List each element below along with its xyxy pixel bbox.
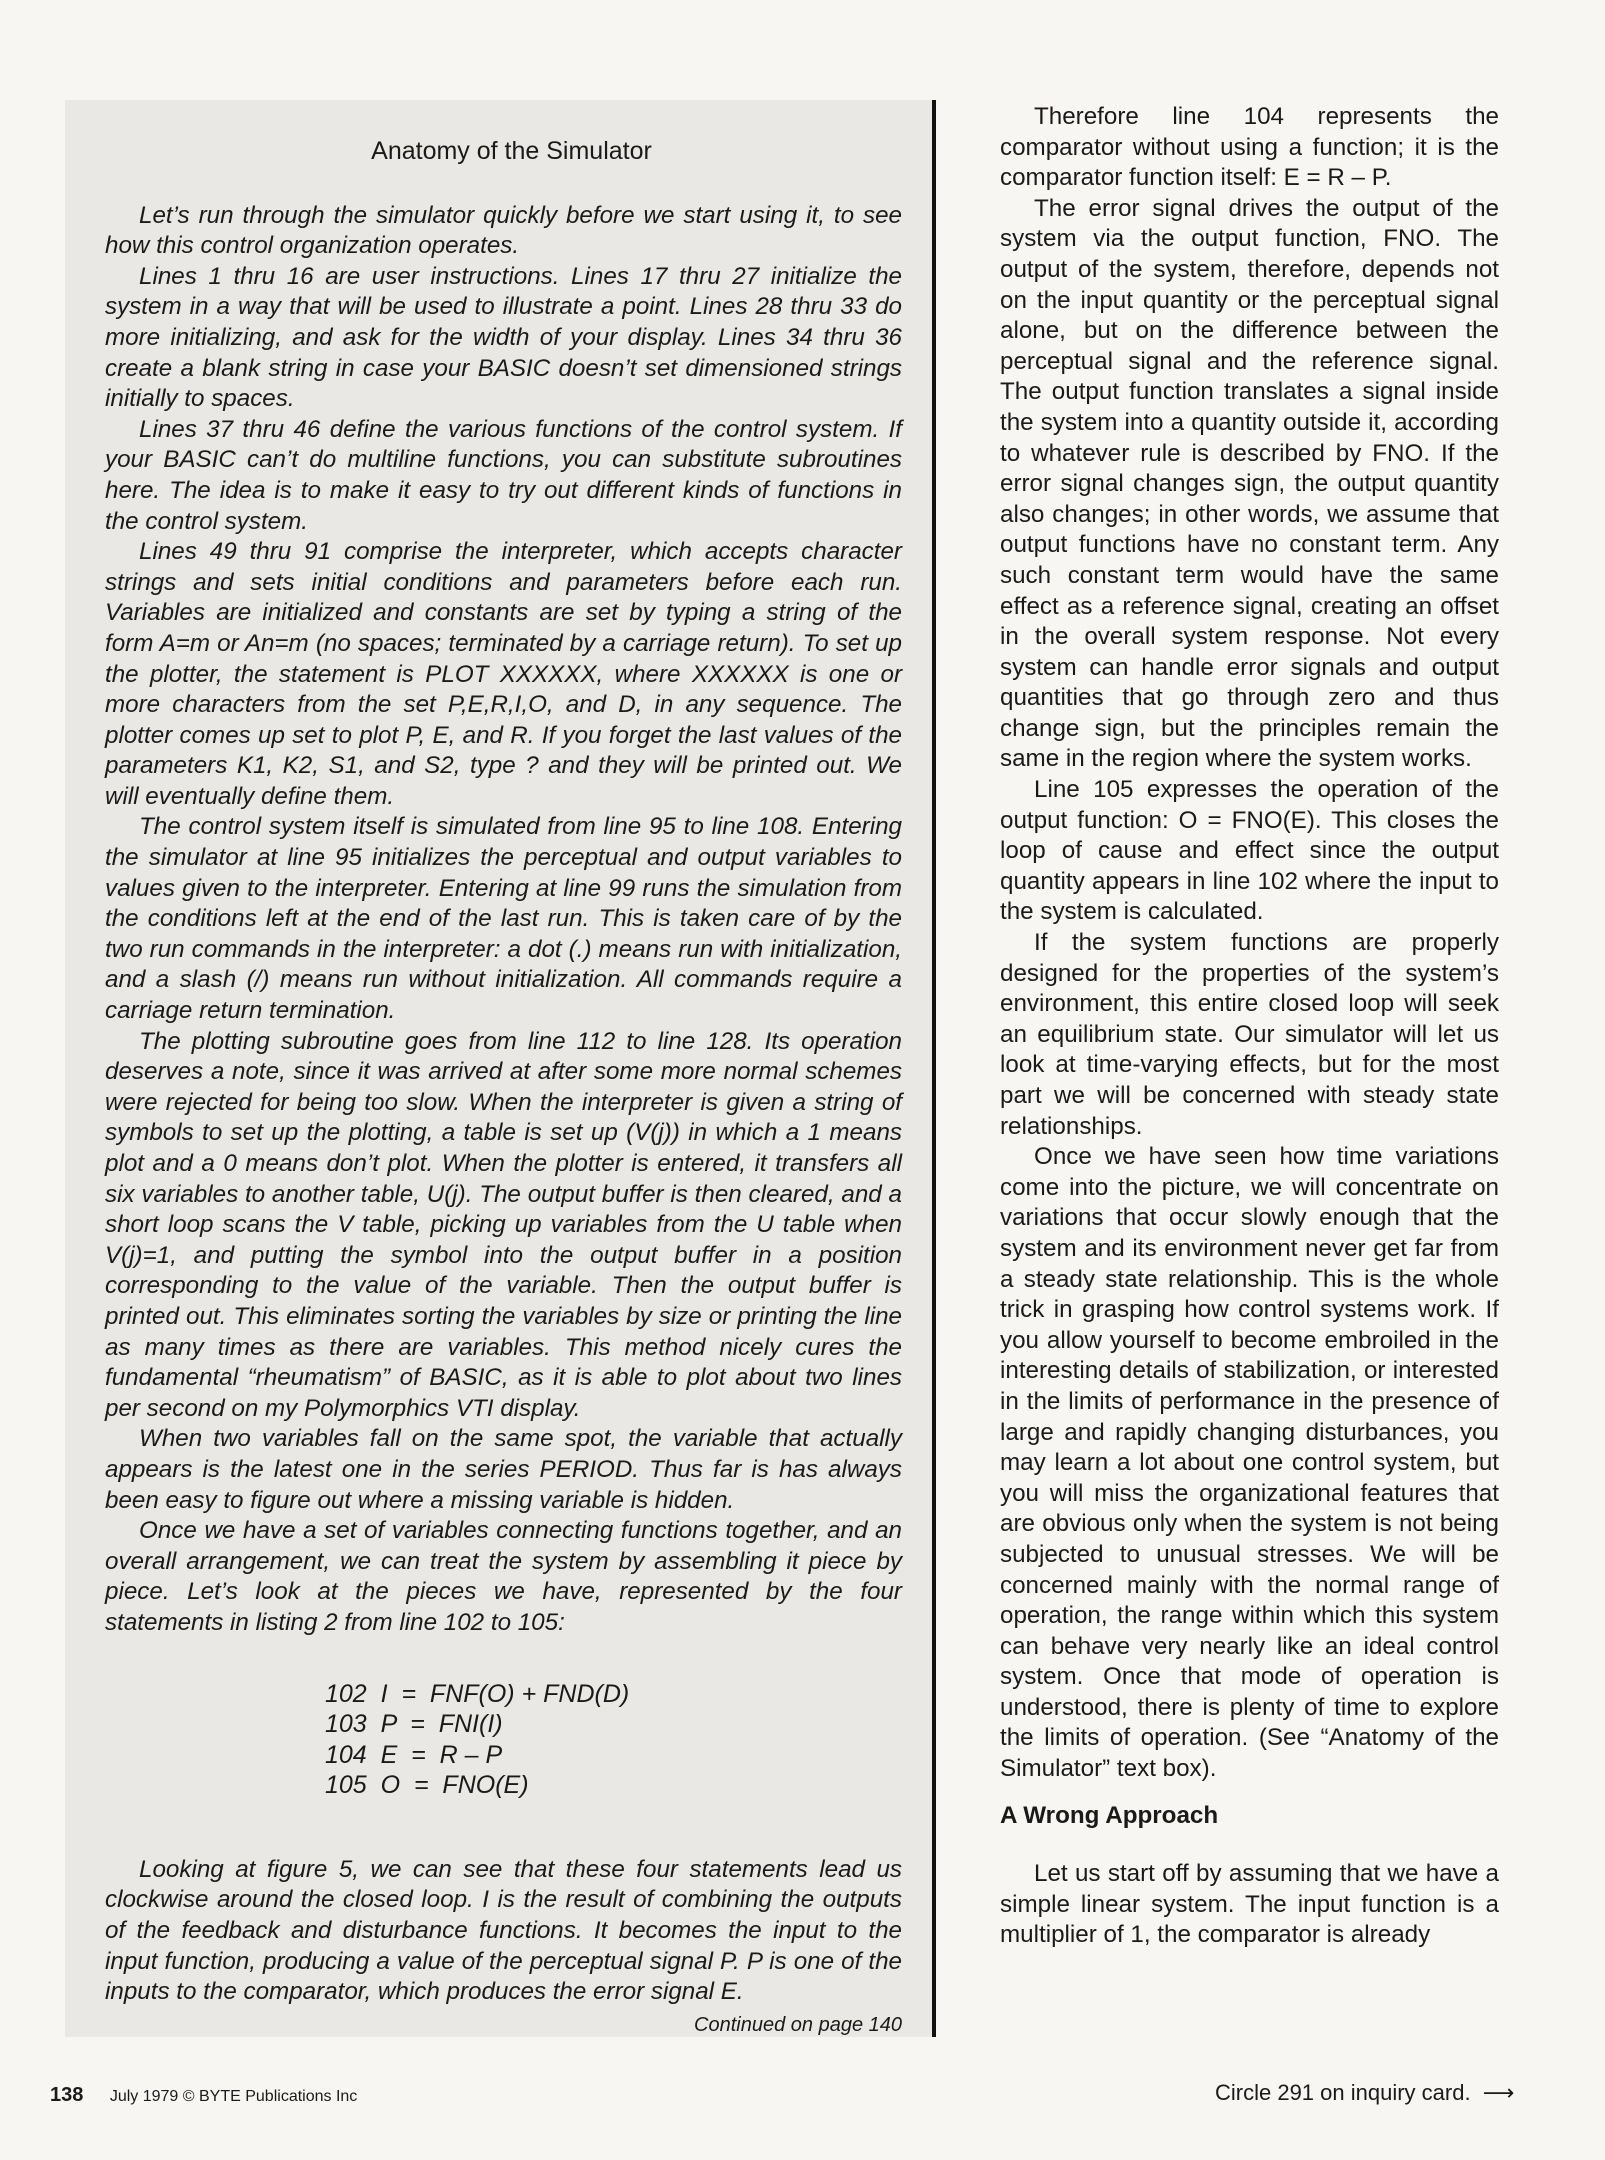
sidebar-paragraph: When two variables fall on the same spot, the variable that actually appears is the latest one in the series PERIOD. Thus far is has always been easy to figure out where a missing variable is hidden. <box>105 1425 902 1514</box>
code-line: 102 I = FNF(O) + FND(D) <box>325 1679 630 1708</box>
code-line: 103 P = FNI(I) <box>325 1710 503 1739</box>
inquiry-text: Circle 291 on inquiry card. <box>1215 2080 1471 2105</box>
sidebar-body <box>105 136 902 2040</box>
code-line: 105 O = FNO(E) <box>325 1771 529 1800</box>
continued-note: Continued on page 140 <box>694 2013 902 2036</box>
body-paragraph: The error signal drives the output of the system via the output function, FNO. The output of the system, therefore, depends not on the input quantity or the perceptual signal alone, but on the difference between the perceptual signal and the reference signal. The output function translates a signal inside the system into a quantity outside it, according to whatever rule is described by FNO. If the error signal changes sign, the output quantity also changes; in other words, we assume that output functions have no constant term. Any such constant term would have the same effect as a reference signal, creating an offset in the overall system response. Not every system can handle error signals and output quantities that go through zero and thus change sign, but the principles remain the same in the region where the system works. <box>1000 194 1499 773</box>
sidebar-paragraph: Lines 37 thru 46 define the various functions of the control system. If your BASIC can’t do multiline functions, you can substitute subroutines here. The idea is to make it easy to try out different kinds of functions in the control system. <box>105 415 902 535</box>
main-column <box>1000 102 1499 1951</box>
sidebar-paragraph: The plotting subroutine goes from line 112 to line 128. Its operation deserves a note, since it was arrived at after some more normal schemes were rejected for being too slow. When the interpreter is given a string of symbols to set up the plotting, a table is set up (V(j)) in which a 1 means plot and a 0 means don’t plot. When the plotter is entered, it transfers all six variables to another table, U(j). The output buffer is then cleared, and a short loop scans the V table, picking up variables from the U table when V(j)=1, and putting the symbol into the output buffer in a position corresponding to the value of the variable. Then the output buffer is printed out. This eliminates sorting the variables by size or printing the line as many times as there are variables. This method nicely cures the fundamental “rheumatism” of BASIC, as it is able to plot about two lines per second on my Polymorphics VTI display. <box>105 1027 902 1422</box>
sidebar-paragraph: Let’s run through the simulator quickly before we start using it, to see how this control organization operates. <box>105 201 902 260</box>
sidebar-title: Anatomy of the Simulator <box>371 137 652 165</box>
publication-credit: July 1979 © BYTE Publications Inc <box>109 2088 358 2105</box>
sidebar-paragraph: Once we have a set of variables connecting functions together, and an overall arrangement, we can treat the system by assembling it piece by piece. Let’s look at the pieces we have, represented by the four statements in listing 2 from line 102 to 105: <box>105 1517 902 1636</box>
code-line: 104 E = R – P <box>325 1740 503 1769</box>
page-footer <box>50 2084 357 2107</box>
page-number: 138 <box>50 2084 84 2106</box>
body-paragraph: Let us start off by assuming that we have a simple linear system. The input function is a multiplier of 1, the comparator is already <box>1000 1860 1499 1949</box>
sidebar-paragraph: Looking at figure 5, we can see that these four statements lead us clockwise around the closed loop. I is the result of combining the outputs of the feedback and disturbance functions. It becomes the input to the input function, producing a value of the perceptual signal P. P is one of the inputs to the comparator, which produces the error signal E. <box>105 1855 902 2006</box>
sidebar-box <box>65 100 936 2037</box>
body-paragraph: If the system functions are properly designed for the properties of the system’s environment, this entire closed loop will seek an equilibrium state. Our simulator will let us look at time-varying effects, but for the most part we will be concerned with steady state relationships. <box>1000 929 1499 1140</box>
body-paragraph: Therefore line 104 represents the comparator without using a function; it is the comparator function itself: E = R – P. <box>1000 103 1499 192</box>
right-arrow-icon: ⟶ <box>1482 2080 1515 2105</box>
sidebar-paragraph: The control system itself is simulated from line 95 to line 108. Entering the simulator at line 95 initializes the perceptual and output variables to values given to the interpreter. Entering at line 99 runs the simulation from the conditions left at the end of the last run. This is taken care of by the two run commands in the interpreter: a dot (.) means run with initialization, and a slash (/) means run without initialization. All commands require a carriage return termination. <box>105 813 902 1025</box>
inquiry-note <box>1215 2080 1514 2106</box>
code-listing <box>325 1679 902 1801</box>
body-paragraph: Once we have seen how time variations come into the picture, we will concentrate on variations that occur slowly enough that the system and its environment never get far from a steady state relationship. This is the whole trick in grasping how control systems work. If you allow yourself to become embroiled in the interesting details of stabilization, or interested in the limits of performance in the presence of large and rapidly changing disturbances, you may learn a lot about one control system, but you will miss the organizational features that are obvious only when the system is not being subjected to unusual stresses. We will be concerned mainly with the normal range of operation, the range within which this system can behave very nearly like an ideal control system. Once that mode of operation is understood, there is plenty of time to explore the limits of operation. (See “Anatomy of the Simulator” text box). <box>1000 1143 1499 1783</box>
sidebar-paragraph: Lines 1 thru 16 are user instructions. Lines 17 thru 27 initialize the system in a way that will be used to illustrate a point. Lines 28 thru 33 do more initializing, and ask for the width of your display. Lines 34 thru 36 create a blank string in case your BASIC doesn’t set dimensioned strings initially to spaces. <box>105 262 902 413</box>
sidebar-paragraph: Lines 49 thru 91 comprise the interpreter, which accepts character strings and sets initial conditions and parameters before each run. Variables are initialized and constants are set by typing a string of the form A=m or An=m (no spaces; terminated by a carriage return). To set up the plotter, the statement is PLOT XXXXXX, where XXXXXX is one or more characters from the set P,E,R,I,O, and D, in any sequence. The plotter comes up set to plot P, E, and R. If you forget the last values of the parameters K1, K2, S1, and S2, type ? and they will be printed out. We will eventually define them. <box>105 538 902 810</box>
body-paragraph: Line 105 expresses the operation of the output function: O = FNO(E). This closes the loop of cause and effect since the output quantity appears in line 102 where the input to the system is calculated. <box>1000 776 1499 926</box>
section-heading: A Wrong Approach <box>1000 1801 1219 1829</box>
